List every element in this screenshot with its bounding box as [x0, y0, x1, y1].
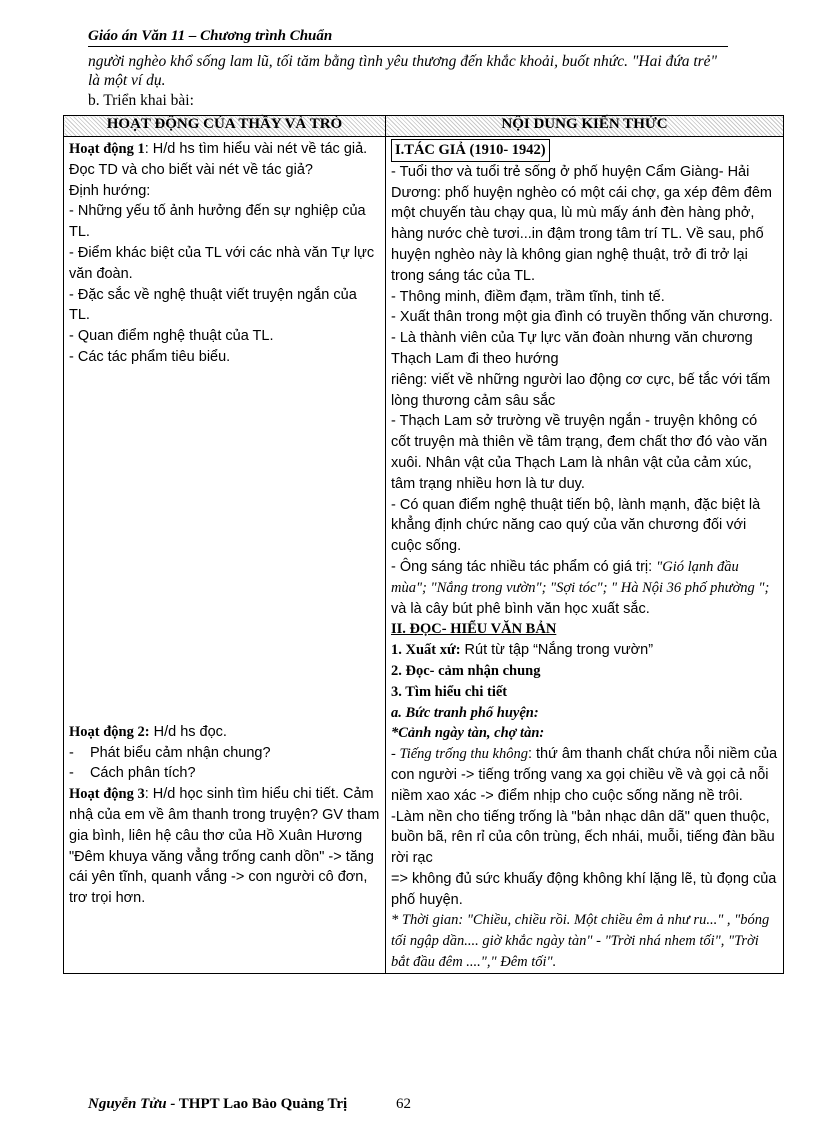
page-number: 62	[396, 1096, 411, 1112]
footer-school: THPT Lao Bảo Quảng Trị	[175, 1096, 348, 1112]
activity-2-heading: Hoạt động 2: H/d hs đọc.	[69, 723, 227, 740]
drum-line: - Tiếng trống thu không: thứ âm thanh chất chứa nỗi niềm của con người -> tiếng trống vang xa gọi chiều về và gọi cả nỗi niềm xao xác -> điểm nhịp cho cuộc sống năng nề trôi.	[391, 746, 778, 804]
content-line: - Có quan điểm nghệ thuật tiến bộ, lành mạnh, đặc biệt là khẳng định chức năng cao quý của văn chương đối với cuộc sống.	[391, 496, 761, 555]
column-header-content: NỘI DUNG KIẾN THỨC	[386, 116, 784, 137]
subheading: b. Triển khai bài:	[88, 92, 194, 109]
content-line: riêng: viết về những người lao động cơ cực, bế tắc với tấm lòng thương cảm sâu sắc	[391, 371, 771, 409]
spacer	[69, 368, 380, 722]
scene-heading: *Cảnh ngày tàn, chợ tàn:	[391, 725, 545, 742]
content-line: - Thông minh, điềm đạm, trầm tĩnh, tinh tế.	[391, 288, 665, 305]
activity-line: - Quan điểm nghệ thuật của TL.	[69, 328, 274, 345]
activity-line: - Những yếu tố ảnh hưởng đến sự nghiệp của TL.	[69, 203, 366, 241]
activity-1-heading: Hoạt động 1: H/d hs tìm hiểu vài nét về tác giả.	[69, 141, 368, 157]
intro-line: người nghèo khổ sống lam lũ, tối tăm bằng tình yêu thương đến khắc khoải, buốt nhức. "Hai đứa trẻ"	[88, 53, 718, 70]
footer-author: Nguyễn Tửu -	[88, 1096, 176, 1112]
content-line: - Là thành viên của Tự lực văn đoàn nhưng văn chương Thạch Lam đi theo hướng	[391, 330, 753, 367]
intro-paragraph	[88, 52, 800, 90]
column-header-activities: HOẠT ĐỘNG CỦA THẦY VÀ TRÒ	[64, 116, 386, 137]
content-line: => không đủ sức khuấy động không khí lặng lẽ, tù đọng của phố huyện.	[391, 870, 777, 908]
content-line: - Thạch Lam sở trường về truyện ngắn - truyện không có cốt truyện mà thiên về tâm trạng, đem chất thơ đó vào văn xuôi. Nhân vật của Thạch Lam là nhân vật của cảm xúc, tâm trạng nhiều hơn là tư duy.	[391, 413, 768, 492]
content-line: - Xuất thân trong một gia đình có truyền thống văn chương.	[391, 309, 773, 326]
activity-line: - Phát biểu cảm nhận chung?	[69, 744, 271, 761]
activity-line: - Cách phân tích?	[69, 765, 196, 782]
works-line: - Ông sáng tác nhiều tác phẩm có giá trị: "Gió lạnh đầu mùa"; "Nắng trong vườn"; "Sợi tóc"; " Hà Nội 36 phố phường "; và là cây bút phê bình văn học xuất sắc.	[391, 558, 770, 617]
activity-line: - Các tác phẩm tiêu biểu.	[69, 348, 231, 365]
lesson-table	[63, 115, 784, 974]
intro-line: là một ví dụ.	[88, 72, 166, 89]
page-header	[88, 28, 728, 47]
activity-line: Định hướng:	[69, 182, 151, 199]
item-a: a. Bức tranh phố huyện:	[391, 704, 539, 721]
content-line: -Làm nền cho tiếng trống là "bản nhạc dân dã" quen thuộc, buồn bã, rên rỉ của côn trùng, ếch nhái, muỗi, tiếng đàn bầu rời rạc	[391, 808, 775, 867]
activity-3-heading: Hoạt động 3: H/d học sinh tìm hiểu chi tiết. Cảm nhậ của em về âm thanh trong truyện? GV tham gia bình, liên hệ câu thơ của Hồ Xuân Hương "Đêm khuya văng vẳng trống canh dồn" -> tăng cái yên tĩnh, quanh vắng -> con người cô đơn, trơ trọi hơn.	[69, 786, 380, 907]
item-1: 1. Xuất xứ: Rút từ tập “Nắng trong vườn”	[391, 642, 654, 659]
content-line: - Tuổi thơ và tuổi trẻ sống ở phố huyện Cẩm Giàng- Hải Dương: phố huyện nghèo có một cái chợ, ga xép đêm đêm một chuyến tàu chạy qua, lù mù mấy ánh đèn hàng phở, hàng nước chè tươi...in đậm trong tâm trí TL. Về sau, phố huyện nghèo này là không gian nghệ thuật, trở đi trở lại trong sáng tác của TL.	[391, 163, 772, 284]
header-title: Giáo án Văn 11 – Chương trình Chuẩn	[88, 28, 333, 44]
activities-cell	[64, 137, 386, 974]
section-2-title: II. ĐỌC- HIỂU VĂN BẢN	[391, 621, 557, 638]
activity-line: - Đặc sắc về nghệ thuật viết truyện ngắn của TL.	[69, 286, 357, 324]
table-header-row	[64, 116, 784, 137]
activity-line: - Điểm khác biệt của TL với các nhà văn Tự lực văn đoàn.	[69, 244, 375, 282]
activity-line: Đọc TD và cho biết vài nét về tác giả?	[69, 161, 313, 178]
table-row	[64, 137, 784, 974]
item-3: 3. Tìm hiểu chi tiết	[391, 683, 508, 700]
item-2: 2. Đọc- cảm nhận chung	[391, 662, 541, 679]
time-line: * Thời gian: "Chiều, chiều rồi. Một chiều êm ả như ru..." , "bóng tối ngập dần.... giờ khắc ngày tàn" - "Trời nhá nhem tối", "Trời bắt đầu đêm ...."," Đêm tối".	[391, 912, 770, 971]
page-footer	[88, 1096, 411, 1113]
section-1-title: I.TÁC GIẢ (1910- 1942)	[391, 139, 778, 162]
content-cell	[386, 137, 784, 974]
